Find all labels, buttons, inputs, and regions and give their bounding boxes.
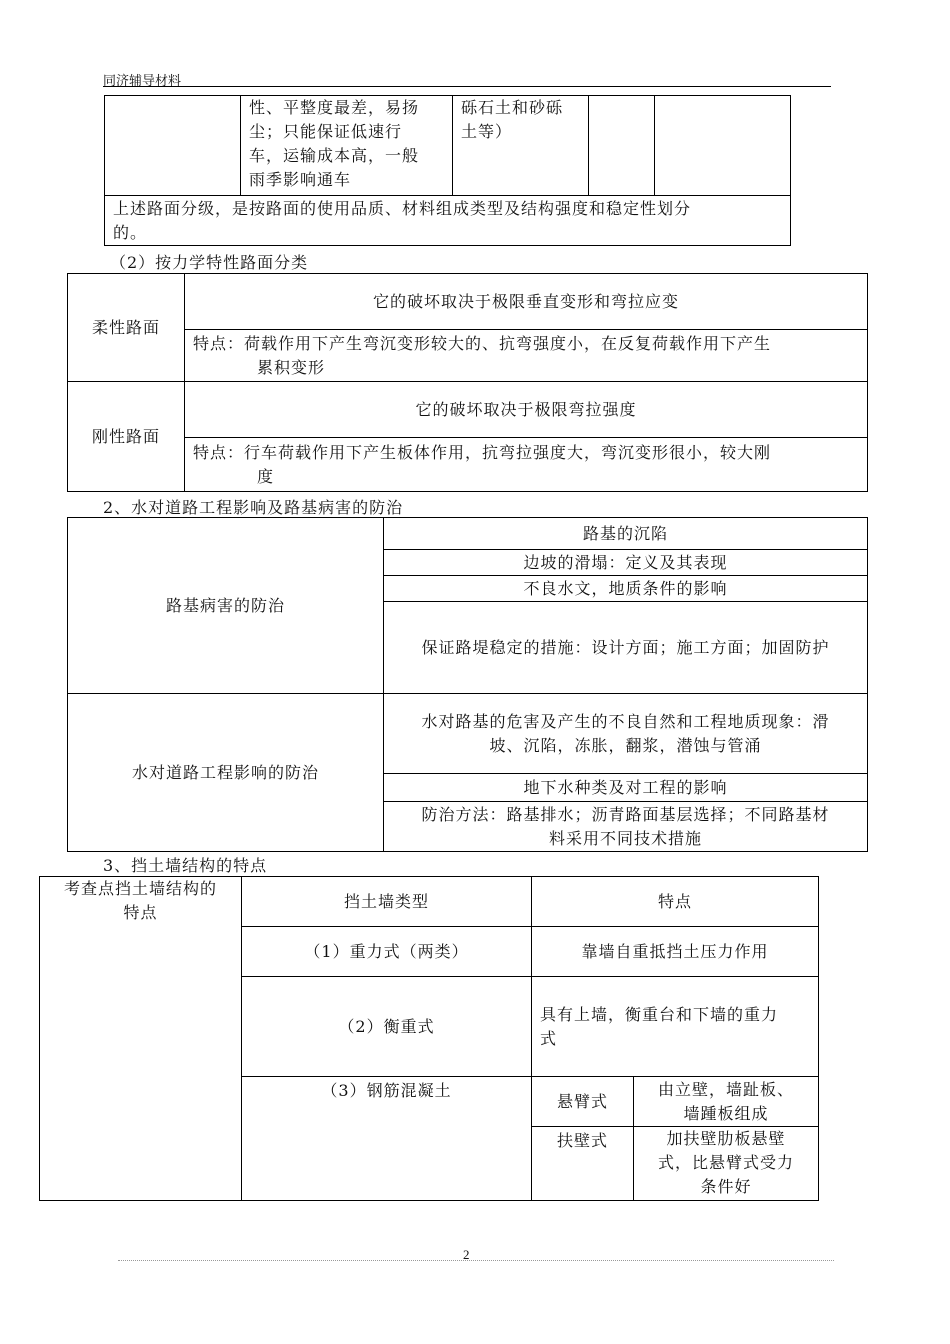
- cantilever-wall-name: 悬臂式: [532, 1077, 634, 1127]
- col-header-wall-type: 挡土墙类型: [242, 877, 532, 927]
- gravity-wall-feature: 靠墙自重抵挡土压力作用: [532, 927, 819, 977]
- subgrade-item-settlement: 路基的沉陷: [384, 518, 868, 550]
- gravity-wall-type: （1）重力式（两类）: [242, 927, 532, 977]
- section-title-water-influence: 2、水对道路工程影响及路基病害的防治: [103, 498, 404, 517]
- water-hazard-item: 水对路基的危害及产生的不良自然和工程地质现象：滑 坡、沉陷，冻胀，翻浆，潜蚀与管涌: [384, 694, 868, 774]
- subgrade-item-slope-slide: 边坡的滑塌：定义及其表现: [384, 550, 868, 576]
- footer-divider: [118, 1260, 834, 1261]
- flexible-pavement-label: 柔性路面: [68, 274, 185, 382]
- flexible-pavement-desc: 它的破坏取决于极限垂直变形和弯拉应变: [185, 274, 868, 330]
- water-subgrade-table: [67, 517, 868, 852]
- section-title-retaining-wall: 3、挡土墙结构的特点: [103, 856, 268, 875]
- balance-wall-feature: 具有上墙，衡重台和下墙的重力 式: [532, 977, 819, 1077]
- groundwater-item: 地下水种类及对工程的影响: [384, 774, 868, 802]
- grade-cell-empty: [105, 96, 241, 196]
- retaining-wall-table: [39, 876, 819, 1201]
- rigid-pavement-label: 刚性路面: [68, 382, 185, 492]
- flexible-pavement-feature: 特点：荷载作用下产生弯沉变形较大的、抗弯强度小，在反复荷载作用下产生 累积变形: [185, 330, 868, 382]
- rigid-pavement-desc: 它的破坏取决于极限弯拉强度: [185, 382, 868, 438]
- cantilever-wall-feature: 由立壁，墙趾板、 墙踵板组成: [634, 1077, 819, 1127]
- grade-cell-empty: [655, 96, 791, 196]
- prevention-methods-item: 防治方法：路基排水；沥青路面基层选择；不同路基材 料采用不同技术措施: [384, 802, 868, 852]
- retaining-wall-topic: 考查点挡土墙结构的 特点: [40, 877, 242, 1201]
- grade-cell-characteristics: 性、平整度最差，易扬 尘；只能保证低速行 车，运输成本高，一般 雨季影响通车: [241, 96, 453, 196]
- subgrade-disease-label: 路基病害的防治: [68, 518, 384, 694]
- col-header-feature: 特点: [532, 877, 819, 927]
- rc-wall-type: （3）钢筋混凝土: [242, 1077, 532, 1201]
- section-title-mechanical-classification: （2）按力学特性路面分类: [110, 253, 309, 272]
- page-number: 2: [463, 1247, 470, 1262]
- subgrade-item-hydrology: 不良水文，地质条件的影响: [384, 576, 868, 602]
- page-header-title: 同济辅导材料: [103, 73, 182, 88]
- counterfort-wall-name: 扶壁式: [532, 1127, 634, 1201]
- water-influence-label: 水对道路工程影响的防治: [68, 694, 384, 852]
- grade-cell-empty: [589, 96, 655, 196]
- grade-cell-materials: 砾石土和砂砾 土等）: [453, 96, 589, 196]
- grade-table-note: 上述路面分级，是按路面的使用品质、材料组成类型及结构强度和稳定性划分 的。: [105, 196, 791, 246]
- subgrade-item-stability-measures: 保证路堤稳定的措施：设计方面；施工方面；加固防护: [384, 602, 868, 694]
- header-divider: [103, 86, 831, 87]
- mechanical-classification-table: [67, 273, 868, 492]
- rigid-pavement-feature: 特点：行车荷载作用下产生板体作用，抗弯拉强度大，弯沉变形很小，较大刚 度: [185, 438, 868, 492]
- counterfort-wall-feature: 加扶壁肋板悬壁 式，比悬臂式受力 条件好: [634, 1127, 819, 1201]
- road-grade-table-continuation: [104, 95, 791, 246]
- balance-wall-type: （2）衡重式: [242, 977, 532, 1077]
